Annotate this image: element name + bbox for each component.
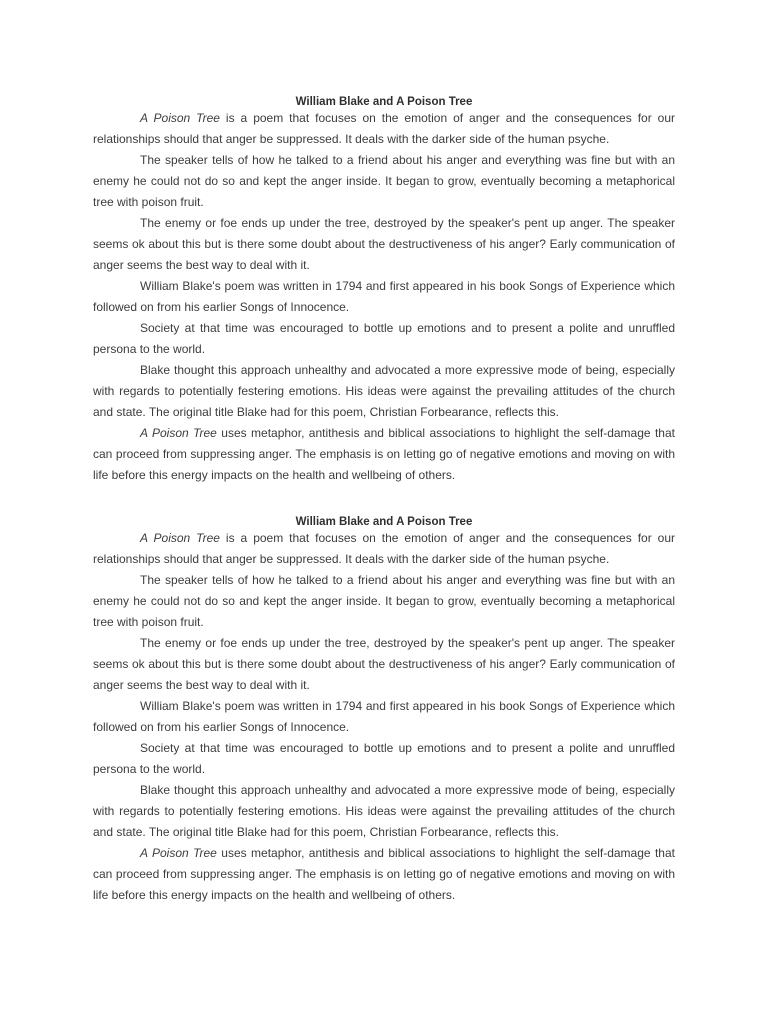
paragraph: Blake thought this approach unhealthy and advocated a more expressive mode of being, especially with regards to potentially festering emotions. His ideas were against the prevailing attitudes of the church and state. The original title Blake had for this poem, Christian Forbearance, reflects this. [93, 783, 675, 839]
paragraph: William Blake's poem was written in 1794 and first appeared in his book Songs of Experience which followed on from his earlier Songs of Innocence. [93, 279, 675, 314]
essay-section [93, 94, 675, 486]
paragraph: Society at that time was encouraged to bottle up emotions and to present a polite and unruffled persona to the world. [93, 321, 675, 356]
section-title: William Blake and A Poison Tree [295, 516, 473, 528]
essay-section [93, 514, 675, 906]
paragraph-text: is a poem that focuses on the emotion of anger and the consequences for our relationships should that anger be suppressed. It deals with the darker side of the human psyche. [93, 111, 675, 146]
paragraph: The speaker tells of how he talked to a friend about his anger and everything was fine but with an enemy he could not do so and kept the anger inside. It began to grow, eventually becoming a metaphorical tree with poison fruit. [93, 153, 675, 209]
paragraph [93, 108, 675, 150]
paragraph-text: uses metaphor, antithesis and biblical associations to highlight the self-damage that can proceed from suppressing anger. The emphasis is on letting go of negative emotions and moving on with life before this energy impacts on the health and wellbeing of others. [93, 426, 675, 482]
paragraph: Blake thought this approach unhealthy and advocated a more expressive mode of being, especially with regards to potentially festering emotions. His ideas were against the prevailing attitudes of the church and state. The original title Blake had for this poem, Christian Forbearance, reflects this. [93, 363, 675, 419]
paragraph: The speaker tells of how he talked to a friend about his anger and everything was fine but with an enemy he could not do so and kept the anger inside. It began to grow, eventually becoming a metaphorical tree with poison fruit. [93, 573, 675, 629]
section-title: William Blake and A Poison Tree [295, 96, 473, 108]
paragraph: Society at that time was encouraged to bottle up emotions and to present a polite and unruffled persona to the world. [93, 741, 675, 776]
poem-title-italic: A Poison Tree [140, 111, 220, 125]
paragraph [93, 423, 675, 486]
poem-title-italic: A Poison Tree [140, 531, 220, 545]
poem-title-italic: A Poison Tree [140, 846, 217, 860]
paragraph [93, 528, 675, 570]
paragraph: William Blake's poem was written in 1794 and first appeared in his book Songs of Experience which followed on from his earlier Songs of Innocence. [93, 699, 675, 734]
paragraph: The enemy or foe ends up under the tree, destroyed by the speaker's pent up anger. The speaker seems ok about this but is there some doubt about the destructiveness of his anger? Early communication of anger seems the best way to deal with it. [93, 636, 675, 692]
paragraph [93, 843, 675, 906]
paragraph-text: is a poem that focuses on the emotion of anger and the consequences for our relationships should that anger be suppressed. It deals with the darker side of the human psyche. [93, 531, 675, 566]
paragraph-text: uses metaphor, antithesis and biblical associations to highlight the self-damage that can proceed from suppressing anger. The emphasis is on letting go of negative emotions and moving on with life before this energy impacts on the health and wellbeing of others. [93, 846, 675, 902]
paragraph: The enemy or foe ends up under the tree, destroyed by the speaker's pent up anger. The speaker seems ok about this but is there some doubt about the destructiveness of his anger? Early communication of anger seems the best way to deal with it. [93, 216, 675, 272]
poem-title-italic: A Poison Tree [140, 426, 217, 440]
